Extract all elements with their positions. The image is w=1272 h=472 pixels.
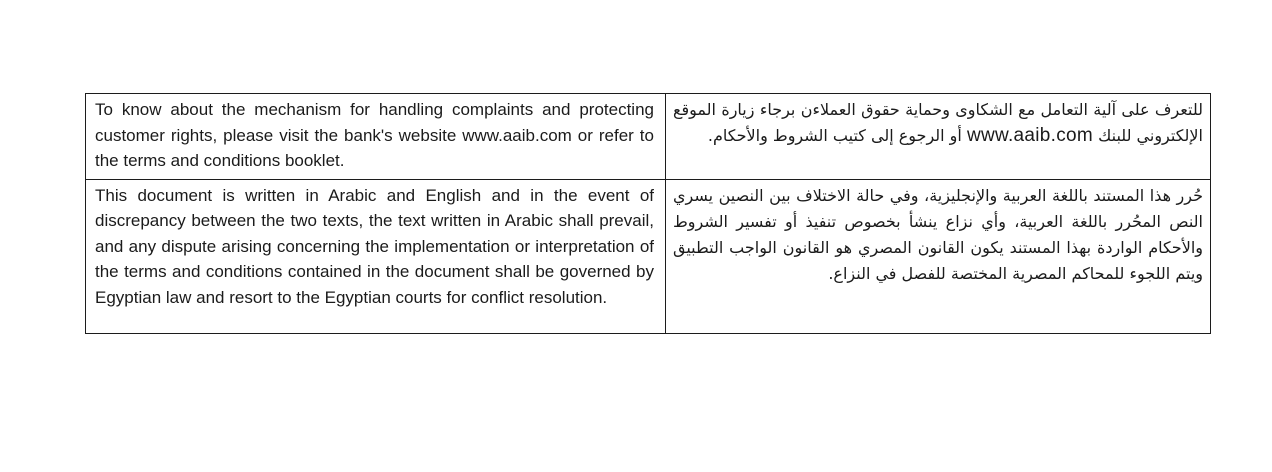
- table-row-complaints: [86, 94, 1211, 180]
- arabic-text-before-url: للتعرف على آلية التعامل مع الشكاوى وحماية حقوق العملاءن برجاء زيارة الموقع الإلكتروني للبنك: [673, 100, 1203, 145]
- english-cell-complaints: To know about the mechanism for handling complaints and protecting customer rights, please visit the bank's website www.aaib.com or refer to the terms and conditions booklet.: [86, 94, 666, 180]
- table-row-governing-law: [86, 179, 1211, 333]
- arabic-cell-complaints: [666, 94, 1211, 180]
- terms-and-conditions-table: [85, 93, 1211, 334]
- arabic-cell-governing-law: حُرر هذا المستند باللغة العربية والإنجليزية، وفي حالة الاختلاف بين النصين يسري النص المحُرر باللغة العربية، وأي نزاع ينشأ بخصوص تنفيذ أو تفسير الشروط والأحكام الواردة بهذا المستند يكون القانون المصري هو القانون الواجب التطبيق ويتم اللجوء للمحاكم المصرية المختصة للفصل في النزاع.: [666, 179, 1211, 333]
- arabic-text-after-url: أو الرجوع إلى كتيب الشروط والأحكام.: [707, 126, 962, 145]
- english-cell-governing-law: This document is written in Arabic and English and in the event of discrepancy between the two texts, the text written in Arabic shall prevail, and any dispute arising concerning the implementation or interpretation of the terms and conditions contained in the document shall be governed by Egyptian law and resort to the Egyptian courts for conflict resolution.: [86, 179, 666, 333]
- bank-website-url: www.aaib.com: [966, 125, 1094, 146]
